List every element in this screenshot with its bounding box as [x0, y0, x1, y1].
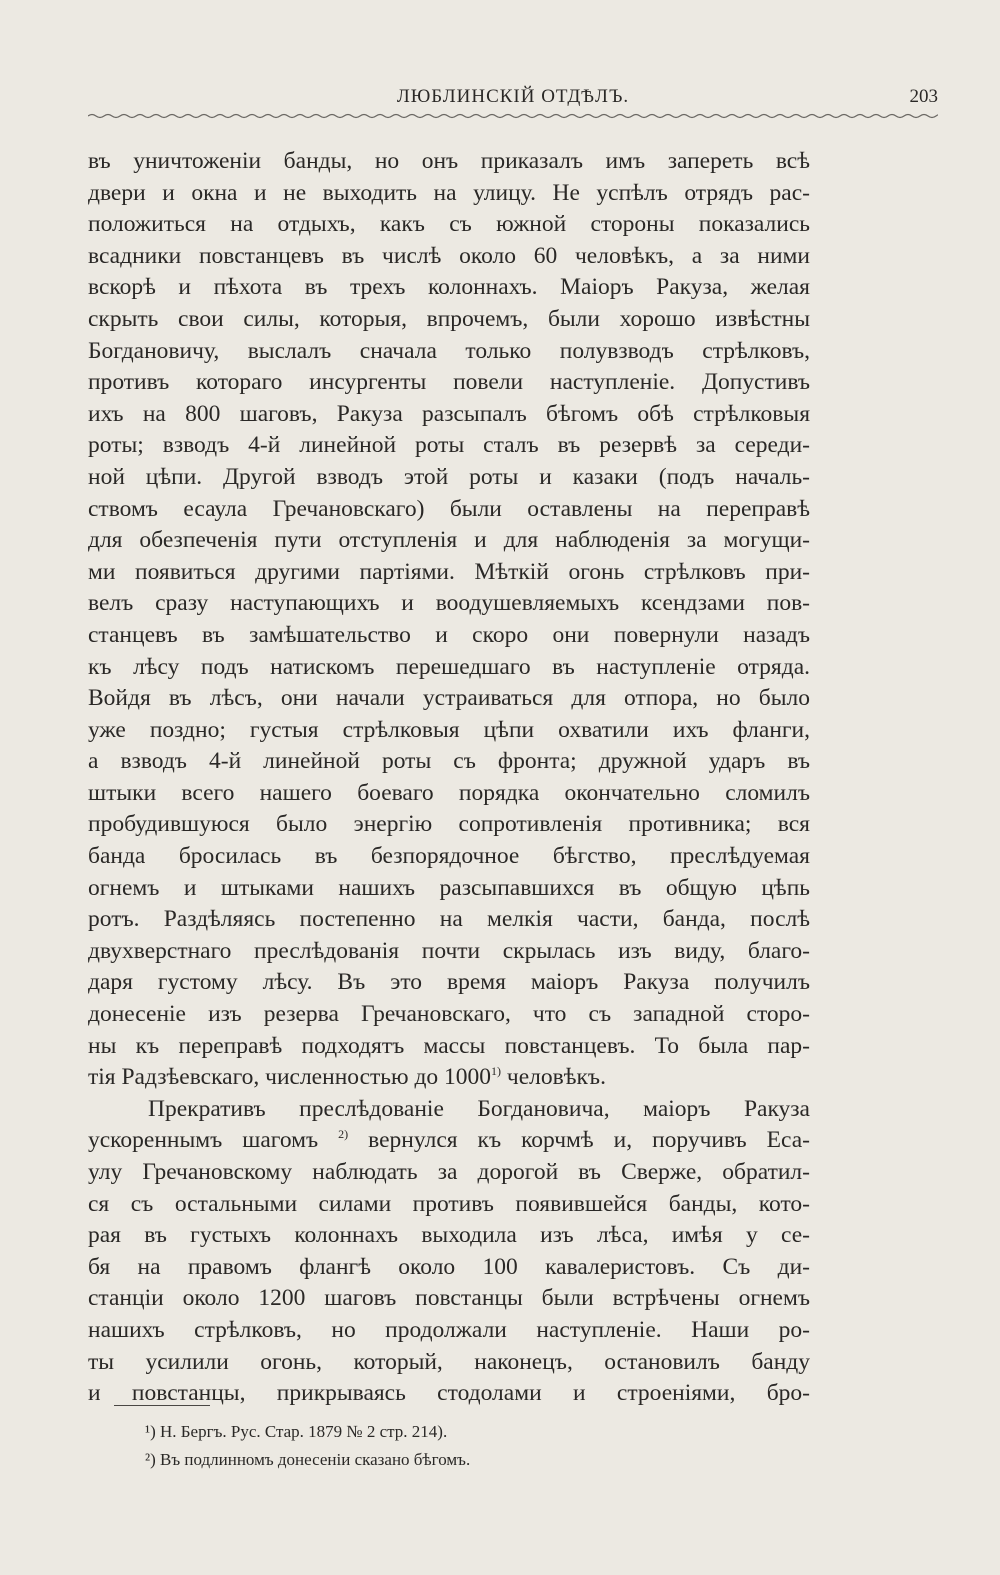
- text-line: пробудившуюся было энергію сопротивленія противника; вся: [88, 811, 810, 838]
- footnote-2: [145, 1446, 745, 1474]
- text-segment: человѣкъ.: [501, 1064, 606, 1091]
- paragraph-2: [88, 1094, 810, 1410]
- body-text: [88, 146, 810, 1410]
- footnote-mark: ²): [145, 1450, 156, 1469]
- text-line: рая въ густыхъ колоннахъ выходила изъ лѣса, имѣя у се-: [88, 1222, 810, 1249]
- footnote-1: [145, 1418, 745, 1446]
- text-line: улу Гречановскому наблюдать за дорогой въ Сверже, обратил-: [88, 1159, 810, 1185]
- text-line: ми появиться другими партіями. Мѣткій огонь стрѣлковъ при-: [88, 558, 810, 585]
- paragraph-1: [88, 146, 810, 1094]
- text-line: станціи около 1200 шаговъ повстанцы были встрѣчены огнемъ: [88, 1285, 810, 1312]
- text-segment: вернулся къ корчмѣ и, поручивъ Еса-: [348, 1127, 810, 1154]
- footnote-text: Н. Бергъ. Рус. Стар. 1879 № 2 стр. 214).: [160, 1422, 448, 1441]
- footnote-mark: ¹): [145, 1422, 156, 1441]
- text-line: бя на правомъ флангѣ около 100 кавалеристовъ. Съ ди-: [88, 1253, 810, 1280]
- footnote-text: Въ подлинномъ донесеніи сказано бѣгомъ.: [160, 1450, 471, 1469]
- text-line: велъ сразу наступающихъ и воодушевляемыхъ ксендзами пов-: [88, 590, 810, 617]
- text-line: противъ котораго инсургенты повели наступленіе. Допустивъ: [88, 369, 810, 396]
- text-line: ствомъ есаула Гречановскаго) были оставлены на переправѣ: [88, 495, 810, 522]
- text-line: штыки всего нашего боеваго порядка окончательно сломилъ: [88, 779, 810, 806]
- text-line: Войдя въ лѣсъ, они начали устраиваться для отпора, но было: [88, 685, 810, 712]
- page-number: 203: [909, 86, 938, 107]
- text-line: положиться на отдыхъ, какъ съ южной стороны показались: [88, 211, 810, 238]
- text-line: ихъ на 800 шаговъ, Ракуза разсыпалъ бѣгомъ обѣ стрѣлковыя: [88, 400, 810, 427]
- text-line: роты; взводъ 4-й линейной роты сталъ въ резервѣ за середи-: [88, 432, 810, 459]
- text-line: скрыть свои силы, которыя, впрочемъ, были хорошо извѣстны: [88, 305, 810, 332]
- text-line: а взводъ 4-й линейной роты съ фронта; дружной ударъ въ: [88, 748, 810, 775]
- page-header: [88, 82, 938, 122]
- text-line: уже поздно; густыя стрѣлковыя цѣпи охватили ихъ фланги,: [88, 716, 810, 743]
- text-line: даря густому лѣсу. Въ это время маіоръ Ракуза получилъ: [88, 969, 810, 996]
- text-line: нашихъ стрѣлковъ, но продолжали наступленіе. Наши ро-: [88, 1316, 810, 1343]
- text-segment: ускореннымъ шагомъ: [88, 1127, 339, 1154]
- text-line: [88, 1062, 810, 1094]
- text-line: Богдановичу, выслалъ сначала только полувзводъ стрѣлковъ,: [88, 337, 810, 364]
- footnote-ref-1[interactable]: 1): [491, 1064, 502, 1079]
- text-line: всадники повстанцевъ въ числѣ около 60 человѣкъ, а за ними: [88, 242, 810, 269]
- text-line: и повстанцы, прикрываясь стодолами и строеніями, бро-: [88, 1380, 810, 1407]
- text-line: донесеніе изъ резерва Гречановскаго, что съ западной сторо-: [88, 1001, 810, 1028]
- text-line: для обезпеченія пути отступленія и для наблюденія за могущи-: [88, 527, 810, 554]
- footnotes: [145, 1418, 745, 1474]
- text-line: двухверстнаго преслѣдованія почти скрылась изъ виду, благо-: [88, 937, 810, 964]
- text-line: [88, 1125, 810, 1157]
- text-line: станцевъ въ замѣшательство и скоро они повернули назадъ: [88, 621, 810, 648]
- wavy-rule: [88, 112, 938, 120]
- running-title: ЛЮБЛИНСКІЙ ОТДѢЛЪ.: [396, 86, 630, 107]
- text-line: огнемъ и штыками нашихъ разсыпавшихся въ общую цѣпь: [88, 874, 810, 901]
- text-line: Прекративъ преслѣдованіе Богдановича, маіоръ Ракуза: [148, 1095, 810, 1122]
- text-line: ны къ переправѣ подходятъ массы повстанцевъ. То была пар-: [88, 1032, 810, 1059]
- text-line: двери и окна и не выходить на улицу. Не успѣлъ отрядъ рас-: [88, 179, 810, 206]
- text-line: вскорѣ и пѣхота въ трехъ колоннахъ. Маіоръ Ракуза, желая: [88, 274, 810, 301]
- footnote-divider: [114, 1405, 210, 1406]
- text-line: ной цѣпи. Другой взводъ этой роты и казаки (подъ началь-: [88, 463, 810, 490]
- text-segment: тія Радзѣевскаго, численностью до 1000: [88, 1064, 492, 1091]
- text-line: ты усилили огонь, который, наконецъ, остановилъ банду: [88, 1348, 810, 1375]
- text-line: къ лѣсу подъ натискомъ перешедшаго въ наступленіе отряда.: [88, 653, 810, 680]
- text-line: ся съ остальными силами противъ появившейся банды, кото-: [88, 1190, 810, 1217]
- footnote-ref-2[interactable]: 2): [338, 1127, 349, 1142]
- text-line: ротъ. Раздѣляясь постепенно на мелкія части, банда, послѣ: [88, 906, 810, 933]
- text-line: банда бросилась въ безпорядочное бѣгство, преслѣдуемая: [88, 843, 810, 870]
- text-line: въ уничтоженіи банды, но онъ приказалъ имъ запереть всѣ: [88, 148, 810, 174]
